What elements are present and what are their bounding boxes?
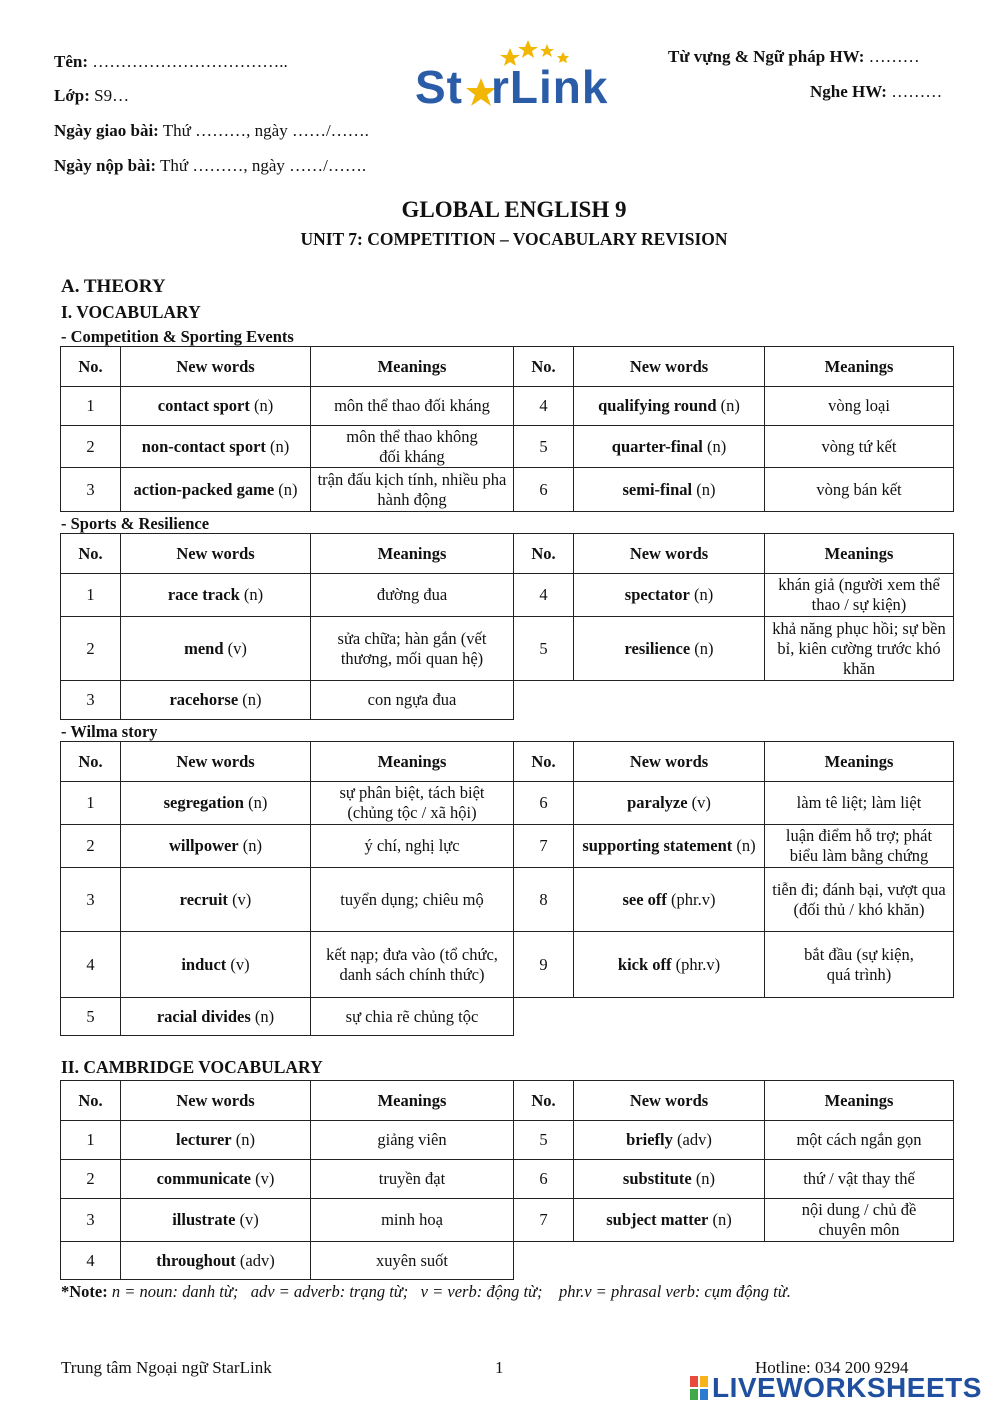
name-blank[interactable]: …………………………….. xyxy=(92,52,288,71)
vocab-word: willpower (n) xyxy=(121,825,311,868)
col-no: No. xyxy=(514,534,574,574)
assign-date-line xyxy=(54,121,369,141)
vocab-meaning: luận điểm hỗ trợ; phát biểu làm bằng chứng xyxy=(765,825,954,868)
vocab-word: resilience (n) xyxy=(574,617,765,681)
vocab-word: racial divides (n) xyxy=(121,998,311,1036)
row-number: 6 xyxy=(514,782,574,825)
vocab-word: induct (v) xyxy=(121,932,311,998)
vocab-meaning: vòng loại xyxy=(765,387,954,426)
class-value: S9… xyxy=(94,86,130,105)
vocab-word: subject matter (n) xyxy=(574,1199,765,1242)
empty-cell xyxy=(514,681,954,720)
vocab-word: mend (v) xyxy=(121,617,311,681)
section-vocabulary: I. VOCABULARY xyxy=(61,302,201,322)
table-row xyxy=(61,1121,954,1160)
vocab-word: kick off (phr.v) xyxy=(574,932,765,998)
row-number: 4 xyxy=(61,932,121,998)
vocab-meaning: bắt đầu (sự kiện, quá trình) xyxy=(765,932,954,998)
vocab-meaning: thứ / vật thay thế xyxy=(765,1160,954,1199)
vocab-meaning: sự chia rẽ chủng tộc xyxy=(311,998,514,1036)
vocab-word: illustrate (v) xyxy=(121,1199,311,1242)
vocab-word: see off (phr.v) xyxy=(574,868,765,932)
vocab-meaning: môn thể thao không đối kháng xyxy=(311,426,514,468)
row-number: 1 xyxy=(61,1121,121,1160)
note-text: n = noun: danh từ; adv = adverb: trạng từ; v = verb: động từ; phr.v = phrasal verb: cụm động từ. xyxy=(111,1282,791,1301)
vocab-hw-line xyxy=(668,47,920,67)
row-number: 1 xyxy=(61,387,121,426)
row-number: 2 xyxy=(61,825,121,868)
vocab-word: semi-final (n) xyxy=(574,468,765,512)
col-no: No. xyxy=(61,742,121,782)
vocab-word: recruit (v) xyxy=(121,868,311,932)
vocab-word: segregation (n) xyxy=(121,782,311,825)
col-new-words: New words xyxy=(121,742,311,782)
vocab-word: spectator (n) xyxy=(574,574,765,617)
table-row xyxy=(61,1160,954,1199)
listen-hw-line xyxy=(810,82,942,102)
table-row xyxy=(61,468,954,512)
submit-date-label: Ngày nộp bài: xyxy=(54,156,157,175)
row-number: 4 xyxy=(514,387,574,426)
vocab-word: communicate (v) xyxy=(121,1160,311,1199)
table-row xyxy=(61,782,954,825)
col-no: No. xyxy=(61,1081,121,1121)
vocab-word: racehorse (n) xyxy=(121,681,311,720)
vocab-meaning: sự phân biệt, tách biệt (chủng tộc / xã hội) xyxy=(311,782,514,825)
col-new-words: New words xyxy=(574,534,765,574)
competition-table xyxy=(60,346,954,512)
col-new-words: New words xyxy=(574,742,765,782)
table-row xyxy=(61,998,954,1036)
row-number: 1 xyxy=(61,574,121,617)
vocab-meaning: môn thể thao đối kháng xyxy=(311,387,514,426)
vocab-word: supporting statement (n) xyxy=(574,825,765,868)
vocab-hw-label: Từ vựng & Ngữ pháp HW: xyxy=(668,47,865,66)
vocab-word: qualifying round (n) xyxy=(574,387,765,426)
watermark-text: LIVEWORKSHEETS xyxy=(712,1372,982,1403)
logo-text-start: St xyxy=(415,61,463,113)
row-number: 2 xyxy=(61,617,121,681)
table-row xyxy=(61,1199,954,1242)
resilience-table xyxy=(60,533,954,720)
footer-center-name: Trung tâm Ngoại ngữ StarLink xyxy=(61,1358,272,1377)
note-label: *Note: xyxy=(61,1282,108,1301)
vocab-word: quarter-final (n) xyxy=(574,426,765,468)
vocab-word: paralyze (v) xyxy=(574,782,765,825)
col-no: No. xyxy=(61,534,121,574)
col-meanings: Meanings xyxy=(765,347,954,387)
vocab-word: lecturer (n) xyxy=(121,1121,311,1160)
cambridge-table xyxy=(60,1080,954,1280)
footer-hotline: Hotline: 034 200 9294 xyxy=(755,1358,909,1377)
vocab-meaning: làm tê liệt; làm liệt xyxy=(765,782,954,825)
vocab-meaning: minh hoạ xyxy=(311,1199,514,1242)
col-meanings: Meanings xyxy=(311,1081,514,1121)
page-number: 1 xyxy=(495,1358,504,1377)
section-cambridge: II. CAMBRIDGE VOCABULARY xyxy=(61,1057,323,1077)
subsection-resilience: - Sports & Resilience xyxy=(61,514,210,533)
liveworksheets-watermark xyxy=(690,1372,982,1404)
vocab-meaning: sửa chữa; hàn gắn (vết thương, mối quan hệ) xyxy=(311,617,514,681)
vocab-meaning: ý chí, nghị lực xyxy=(311,825,514,868)
row-number: 3 xyxy=(61,1199,121,1242)
row-number: 1 xyxy=(61,782,121,825)
vocab-meaning: khán giả (người xem thể thao / sự kiện) xyxy=(765,574,954,617)
vocab-word: contact sport (n) xyxy=(121,387,311,426)
vocab-word: briefly (adv) xyxy=(574,1121,765,1160)
class-line xyxy=(54,86,129,106)
row-number: 2 xyxy=(61,1160,121,1199)
vocab-meaning: tiễn đi; đánh bại, vượt qua (đối thủ / khó khăn) xyxy=(765,868,954,932)
empty-cell xyxy=(514,1242,954,1280)
row-number: 5 xyxy=(514,426,574,468)
vocab-word: throughout (adv) xyxy=(121,1242,311,1280)
row-number: 4 xyxy=(514,574,574,617)
col-meanings: Meanings xyxy=(765,534,954,574)
listen-hw-value[interactable]: ……… xyxy=(891,82,943,101)
page-title: GLOBAL ENGLISH 9 xyxy=(401,197,627,222)
row-number: 7 xyxy=(514,1199,574,1242)
row-number: 8 xyxy=(514,868,574,932)
vocab-word: race track (n) xyxy=(121,574,311,617)
wilma-table xyxy=(60,741,954,1036)
logo-text-end: rLink xyxy=(491,61,609,113)
col-no: No. xyxy=(514,347,574,387)
row-number: 2 xyxy=(61,426,121,468)
table-row xyxy=(61,387,954,426)
col-no: No. xyxy=(61,347,121,387)
col-new-words: New words xyxy=(121,347,311,387)
assign-date-value[interactable]: Thứ ………, ngày ……/……. xyxy=(162,121,369,140)
col-meanings: Meanings xyxy=(311,534,514,574)
vocab-meaning: vòng bán kết xyxy=(765,468,954,512)
vocab-meaning: xuyên suốt xyxy=(311,1242,514,1280)
subsection-wilma: - Wilma story xyxy=(61,722,158,741)
col-no: No. xyxy=(514,742,574,782)
vocab-meaning: vòng tứ kết xyxy=(765,426,954,468)
empty-cell xyxy=(514,998,954,1036)
section-theory: A. THEORY xyxy=(61,276,166,297)
row-number: 6 xyxy=(514,468,574,512)
col-meanings: Meanings xyxy=(765,742,954,782)
vocab-word: substitute (n) xyxy=(574,1160,765,1199)
page-subtitle: UNIT 7: COMPETITION – VOCABULARY REVISION xyxy=(300,229,728,249)
vocab-meaning: trận đấu kịch tính, nhiều pha hành động xyxy=(311,468,514,512)
name-label: Tên: xyxy=(54,52,88,71)
table-row xyxy=(61,681,954,720)
col-new-words: New words xyxy=(574,347,765,387)
row-number: 6 xyxy=(514,1160,574,1199)
row-number: 3 xyxy=(61,868,121,932)
col-new-words: New words xyxy=(121,534,311,574)
vocab-meaning: một cách ngắn gọn xyxy=(765,1121,954,1160)
abbreviation-note xyxy=(61,1282,791,1302)
table-row xyxy=(61,426,954,468)
subsection-competition: - Competition & Sporting Events xyxy=(61,327,294,346)
table-row xyxy=(61,825,954,868)
row-number: 5 xyxy=(61,998,121,1036)
row-number: 4 xyxy=(61,1242,121,1280)
vocab-meaning: nội dung / chủ đề chuyên môn xyxy=(765,1199,954,1242)
vocab-meaning: kết nạp; đưa vào (tổ chức, danh sách chính thức) xyxy=(311,932,514,998)
table-row xyxy=(61,617,954,681)
row-number: 5 xyxy=(514,1121,574,1160)
row-number: 7 xyxy=(514,825,574,868)
vocab-hw-value[interactable]: ……… xyxy=(868,47,920,66)
vocab-meaning: truyền đạt xyxy=(311,1160,514,1199)
liveworksheets-logo-icon xyxy=(690,1375,708,1399)
name-line xyxy=(54,52,288,72)
col-no: No. xyxy=(514,1081,574,1121)
row-number: 9 xyxy=(514,932,574,998)
col-meanings: Meanings xyxy=(311,742,514,782)
class-label: Lớp: xyxy=(54,86,90,105)
row-number: 3 xyxy=(61,468,121,512)
vocab-meaning: giảng viên xyxy=(311,1121,514,1160)
listen-hw-label: Nghe HW: xyxy=(810,82,887,101)
submit-date-value[interactable]: Thứ ………, ngày ……/……. xyxy=(159,156,367,175)
col-new-words: New words xyxy=(121,1081,311,1121)
vocab-meaning: đường đua xyxy=(311,574,514,617)
submit-date-line xyxy=(54,156,366,176)
col-meanings: Meanings xyxy=(765,1081,954,1121)
table-row xyxy=(61,1242,954,1280)
assign-date-label: Ngày giao bài: xyxy=(54,121,159,140)
vocab-meaning: khả năng phục hồi; sự bền bỉ, kiên cường trước khó khăn xyxy=(765,617,954,681)
col-meanings: Meanings xyxy=(311,347,514,387)
vocab-meaning: con ngựa đua xyxy=(311,681,514,720)
vocab-word: action-packed game (n) xyxy=(121,468,311,512)
table-row xyxy=(61,574,954,617)
vocab-meaning: tuyển dụng; chiêu mộ xyxy=(311,868,514,932)
row-number: 3 xyxy=(61,681,121,720)
starlink-logo xyxy=(415,38,640,113)
col-new-words: New words xyxy=(574,1081,765,1121)
table-row xyxy=(61,868,954,932)
vocab-word: non-contact sport (n) xyxy=(121,426,311,468)
row-number: 5 xyxy=(514,617,574,681)
table-row xyxy=(61,932,954,998)
